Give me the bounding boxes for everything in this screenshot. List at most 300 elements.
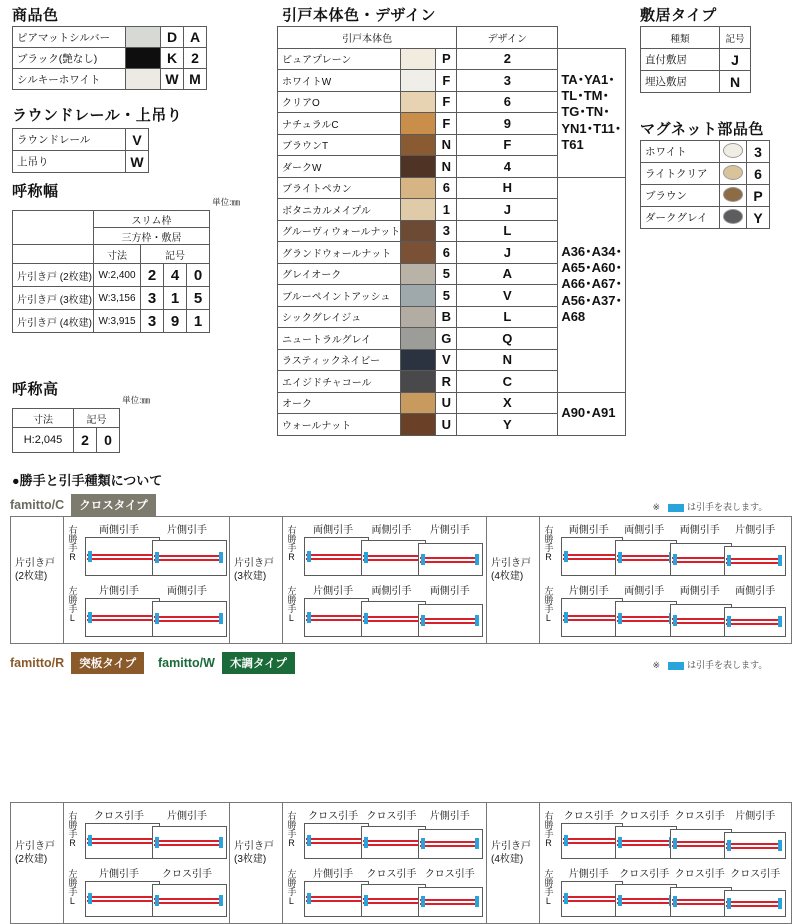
handle-marker-icon	[307, 551, 311, 562]
color-swatch	[401, 371, 436, 393]
door-rail-line	[363, 555, 422, 557]
door-rail-line	[672, 899, 728, 901]
door-panel	[561, 881, 623, 917]
door-rail-line	[363, 840, 422, 842]
code-cell: M	[184, 69, 207, 90]
door-type-label: 片引き戸 (3枚建)	[234, 558, 274, 582]
door-rail-line	[563, 554, 619, 556]
door-group	[486, 517, 791, 643]
code-cell: N	[457, 349, 558, 371]
door-group	[229, 803, 487, 923]
door-rail-line	[306, 900, 365, 902]
table-row	[13, 151, 149, 173]
door-panel	[304, 823, 369, 859]
handle-marker-icon	[673, 896, 677, 907]
body-color-label: ダークW	[278, 156, 401, 178]
code-cell: Y	[457, 414, 558, 436]
code-cell: 2	[184, 48, 207, 69]
handle-marker-icon	[307, 893, 311, 904]
door-panel	[724, 890, 786, 917]
code-cell: 1	[164, 287, 187, 310]
code-cell: 3	[141, 287, 164, 310]
code-cell: D	[161, 27, 184, 48]
color-swatch	[401, 199, 436, 221]
sill-label: 埋込敷居	[641, 71, 720, 93]
door-rail-line	[563, 900, 619, 902]
col-design: デザイン	[457, 27, 558, 49]
badge-sub-label: 突板タイプ	[71, 652, 144, 674]
code-cell: J	[457, 242, 558, 264]
table-row	[278, 48, 626, 70]
color-swatch	[401, 242, 436, 264]
door-rail-line	[420, 561, 479, 563]
body-color-label: ピュアプレーン	[278, 48, 401, 70]
body-color-title: 引戸本体色・デザイン	[282, 7, 436, 24]
product-color-label: ブラック(艶なし)	[13, 48, 126, 69]
table-row	[641, 163, 770, 185]
badge-main-label: famitto/W	[158, 656, 215, 670]
door-panel	[561, 823, 623, 859]
badge-main-label: famitto/R	[10, 656, 65, 670]
door-rail-line	[87, 554, 156, 556]
handle-type-label: クロス引手	[308, 811, 359, 822]
width-type: 片引き戸 (4枚建)	[13, 310, 94, 333]
door-panel	[561, 598, 623, 637]
code-cell: Y	[747, 207, 770, 229]
code-cell: 3	[141, 310, 164, 333]
door-panel	[724, 546, 786, 576]
handle-type-label: 片側引手	[313, 869, 354, 880]
door-rail-line	[672, 557, 728, 559]
handle-type-label: 片側引手	[735, 525, 776, 536]
hand-label: 左勝手L	[286, 586, 297, 623]
handle-marker-icon	[778, 616, 782, 627]
handle-marker-icon	[155, 837, 159, 848]
code-cell: B	[436, 306, 457, 328]
table-row	[278, 177, 626, 199]
color-swatch	[401, 328, 436, 350]
code-cell: 5	[436, 263, 457, 285]
badge-famitto-r	[10, 652, 144, 674]
code-cell: K	[161, 48, 184, 69]
door-rail-line	[672, 561, 728, 563]
magnet-swatch	[720, 185, 747, 207]
door-rail-line	[420, 845, 479, 847]
handle-marker-icon	[778, 555, 782, 566]
handle-type-label: 両側引手	[624, 586, 665, 597]
door-rail-line	[420, 899, 479, 901]
body-color-label: ラスティックネイビー	[278, 349, 401, 371]
divider	[282, 803, 283, 923]
handle-type-label: クロス引手	[674, 869, 725, 880]
hand-label: 右勝手R	[67, 811, 78, 848]
door-panel	[304, 537, 369, 576]
diagram-block-famitto-rw	[10, 802, 792, 924]
height-unit: 単位:㎜	[122, 395, 150, 405]
code-cell: 0	[97, 428, 120, 453]
door-rail-line	[617, 559, 673, 561]
body-color-label: グランドウォールナット	[278, 242, 401, 264]
handle-type-label: 片側引手	[167, 811, 207, 822]
handle-marker-icon	[673, 838, 677, 849]
door-rail-line	[672, 845, 728, 847]
table-row	[641, 141, 770, 163]
table-row	[278, 27, 626, 49]
door-panel	[152, 884, 227, 917]
code-cell: U	[436, 414, 457, 436]
door-type-label: 片引き戸 (4枚建)	[491, 558, 531, 582]
door-panel	[304, 598, 369, 637]
door-rail-line	[617, 840, 673, 842]
handle-type-label: 片側引手	[429, 525, 470, 536]
door-panel	[615, 826, 677, 859]
code-cell: 2	[141, 264, 164, 287]
color-swatch	[126, 69, 161, 90]
code-cell: 1	[187, 310, 210, 333]
handle-type-label: 両側引手	[371, 525, 412, 536]
code-cell: H	[457, 177, 558, 199]
door-rail-line	[672, 841, 728, 843]
code-cell: N	[436, 156, 457, 178]
handle-type-label: 両側引手	[568, 525, 609, 536]
handle-marker-icon	[219, 837, 223, 848]
door-panel	[615, 540, 677, 576]
handle-marker-icon	[618, 895, 622, 906]
body-color-label: ニュートラルグレイ	[278, 328, 401, 350]
body-color-label: ホワイトW	[278, 70, 401, 92]
code-cell: 1	[436, 199, 457, 221]
door-panel	[670, 829, 732, 859]
code-cell: R	[436, 371, 457, 393]
door-rail-line	[563, 615, 619, 617]
rail-label: ラウンドレール	[13, 129, 126, 151]
handle-type-label: 両側引手	[679, 586, 720, 597]
door-rail-line	[726, 619, 782, 621]
handle-marker-icon	[564, 835, 568, 846]
door-rail-line	[420, 841, 479, 843]
handle-marker-icon	[673, 554, 677, 565]
table-row	[641, 49, 751, 71]
body-color-label: ウォールナット	[278, 414, 401, 436]
width-dim: W:2,400	[94, 264, 141, 287]
code-cell: V	[436, 349, 457, 371]
col-code: 記号	[720, 27, 751, 49]
handle-marker-icon	[219, 895, 223, 906]
product-color-table	[12, 26, 207, 90]
color-swatch	[401, 48, 436, 70]
height-title: 呼称高	[12, 381, 59, 398]
handle-type-label: 両側引手	[679, 525, 720, 536]
door-rail-line	[563, 842, 619, 844]
color-swatch	[401, 392, 436, 414]
height-table	[12, 408, 120, 453]
handle-marker-icon	[364, 613, 368, 624]
door-type-label: 片引き戸 (2枚建)	[15, 558, 55, 582]
door-panel	[361, 540, 426, 576]
body-color-label: エイジドチャコール	[278, 371, 401, 393]
code-cell: 9	[457, 113, 558, 135]
sill-title: 敷居タイプ	[640, 7, 717, 24]
code-cell: 6	[436, 242, 457, 264]
body-color-label: ブライトペカン	[278, 177, 401, 199]
color-swatch	[401, 156, 436, 178]
handle-marker-icon	[364, 552, 368, 563]
code-cell: W	[126, 151, 149, 173]
code-cell: F	[436, 70, 457, 92]
product-color-label: シルキーホワイト	[13, 69, 126, 90]
hand-label: 左勝手L	[543, 586, 554, 623]
table-row	[641, 27, 751, 49]
code-cell: 4	[164, 264, 187, 287]
col-dim: 寸法	[13, 409, 74, 428]
hand-label: 右勝手R	[543, 811, 554, 848]
door-rail-line	[306, 838, 365, 840]
handle-marker-icon	[618, 613, 622, 624]
door-rail-line	[563, 558, 619, 560]
handle-marker-icon	[307, 835, 311, 846]
handle-type-label: 片側引手	[568, 586, 609, 597]
door-rail-line	[87, 838, 156, 840]
code-cell: 3	[747, 141, 770, 163]
color-swatch	[401, 220, 436, 242]
door-rail-line	[563, 838, 619, 840]
handle-type-label: 両側引手	[167, 586, 207, 597]
handle-type-label: 片側引手	[167, 525, 207, 536]
sill-table	[640, 26, 751, 93]
code-cell: G	[436, 328, 457, 350]
table-row	[278, 392, 626, 414]
door-type-label: 片引き戸 (2枚建)	[15, 841, 55, 865]
door-panel	[418, 604, 483, 637]
table-row	[13, 287, 210, 310]
code-cell: P	[436, 48, 457, 70]
color-swatch	[126, 48, 161, 69]
door-panel	[615, 601, 677, 637]
handle-marker-icon	[421, 554, 425, 565]
handle-marker-icon	[727, 898, 731, 909]
bullet-icon: ●	[12, 474, 20, 488]
magnet-label: ライトクリア	[641, 163, 720, 185]
col-body-color: 引戸本体色	[278, 27, 457, 49]
code-cell: C	[457, 371, 558, 393]
code-cell: 6	[747, 163, 770, 185]
hand-label: 左勝手L	[67, 586, 78, 623]
door-panel	[615, 884, 677, 917]
badge-sub-label: 木調タイプ	[222, 652, 295, 674]
door-rail-line	[87, 900, 156, 902]
hand-label: 左勝手L	[543, 869, 554, 906]
code-cell: 5	[436, 285, 457, 307]
color-swatch	[401, 263, 436, 285]
col-type: 種類	[641, 27, 720, 49]
handle-marker-icon	[307, 612, 311, 623]
width-unit: 単位:㎜	[212, 197, 240, 207]
table-row	[13, 428, 120, 453]
door-panel	[152, 601, 227, 637]
hand-label: 右勝手R	[286, 525, 297, 562]
body-color-label: ブルーペイントアッシュ	[278, 285, 401, 307]
body-color-label: クリアO	[278, 91, 401, 113]
code-cell: Q	[457, 328, 558, 350]
handle-type-label: クロス引手	[619, 869, 670, 880]
handle-marker-icon	[88, 835, 92, 846]
color-swatch	[401, 91, 436, 113]
door-rail-line	[672, 903, 728, 905]
door-panel	[418, 887, 483, 917]
body-color-table	[277, 26, 626, 436]
rail-label: 上吊り	[13, 151, 126, 173]
handle-marker-icon	[564, 551, 568, 562]
hand-label: 右勝手R	[286, 811, 297, 848]
door-rail-line	[420, 903, 479, 905]
handle-type-label: クロス引手	[619, 811, 670, 822]
table-row	[13, 129, 149, 151]
handle-type-label: 片側引手	[568, 869, 609, 880]
door-group	[229, 517, 487, 643]
body-color-label: グルーヴィウォールナット	[278, 220, 401, 242]
door-rail-line	[87, 896, 156, 898]
width-dim: W:3,156	[94, 287, 141, 310]
code-cell: 5	[187, 287, 210, 310]
hand-label: 左勝手L	[67, 869, 78, 906]
handle-marker-icon	[88, 551, 92, 562]
door-group	[486, 803, 791, 923]
door-rail-line	[87, 619, 156, 621]
width-header-group: スリム枠	[94, 211, 210, 228]
handle-marker-icon	[727, 840, 731, 851]
body-color-label: シックグレイジュ	[278, 306, 401, 328]
door-rail-line	[306, 558, 365, 560]
door-rail-line	[726, 905, 782, 907]
handle-type-label: 両側引手	[735, 586, 776, 597]
door-panel	[85, 537, 160, 576]
body-color-label: ボタニカルメイプル	[278, 199, 401, 221]
door-type-label: 片引き戸 (3枚建)	[234, 841, 274, 865]
badge-main-label: famitto/C	[10, 498, 65, 512]
col-dim: 寸法	[94, 245, 141, 264]
hand-label: 左勝手L	[286, 869, 297, 906]
magnet-label: ホワイト	[641, 141, 720, 163]
door-rail-line	[363, 844, 422, 846]
door-panel	[85, 881, 160, 917]
code-cell: F	[436, 113, 457, 135]
code-cell: W	[161, 69, 184, 90]
door-rail-line	[363, 616, 422, 618]
door-panel	[670, 543, 732, 576]
door-panel	[85, 598, 160, 637]
door-rail-line	[154, 616, 223, 618]
handle-marker-icon	[155, 613, 159, 624]
legend-text: ※ は引手を表します。	[652, 660, 768, 670]
door-rail-line	[306, 619, 365, 621]
door-panel	[361, 826, 426, 859]
table-row	[641, 71, 751, 93]
door-rail-line	[672, 618, 728, 620]
handle-type-label: 片側引手	[313, 586, 354, 597]
door-rail-line	[563, 896, 619, 898]
legend-note-2	[652, 658, 768, 671]
handle-type-label: クロス引手	[424, 869, 475, 880]
door-rail-line	[306, 554, 365, 556]
table-row	[641, 207, 770, 229]
table-row	[13, 211, 210, 228]
code-cell: J	[457, 199, 558, 221]
magnet-swatch	[720, 207, 747, 229]
door-panel	[418, 543, 483, 576]
handle-marker-icon	[88, 612, 92, 623]
rail-table	[12, 128, 149, 173]
magnet-swatch	[720, 163, 747, 185]
divider	[539, 803, 540, 923]
door-rail-line	[363, 559, 422, 561]
door-rail-line	[363, 620, 422, 622]
handle-type-label: クロス引手	[94, 811, 144, 822]
code-cell: V	[126, 129, 149, 151]
door-rail-line	[154, 555, 223, 557]
handle-marker-icon	[475, 838, 479, 849]
code-cell: 6	[436, 177, 457, 199]
code-cell: F	[457, 134, 558, 156]
door-rail-line	[154, 620, 223, 622]
door-panel	[361, 601, 426, 637]
hand-label: 右勝手R	[67, 525, 78, 562]
handle-type-label: 両側引手	[313, 525, 354, 536]
design-group: A36･A34･ A65･A60･ A66･A67･ A56･A37･ A68	[558, 177, 626, 392]
code-cell: 2	[457, 48, 558, 70]
width-table	[12, 210, 210, 333]
divider	[539, 517, 540, 643]
handle-type-label: クロス引手	[366, 811, 417, 822]
door-rail-line	[672, 622, 728, 624]
door-rail-line	[617, 844, 673, 846]
badge-famitto-w	[158, 652, 295, 674]
body-color-label: オーク	[278, 392, 401, 414]
divider	[63, 803, 64, 923]
handle-type-label: 片側引手	[99, 869, 139, 880]
legend-note-1	[652, 500, 768, 513]
door-rail-line	[563, 619, 619, 621]
door-rail-line	[154, 898, 223, 900]
height-dim: H:2,045	[13, 428, 74, 453]
table-row	[13, 245, 210, 264]
handle-type-label: 両側引手	[371, 586, 412, 597]
handle-marker-icon	[727, 555, 731, 566]
handle-type-label: 片側引手	[99, 586, 139, 597]
door-rail-line	[617, 616, 673, 618]
handle-type-label: クロス引手	[366, 869, 417, 880]
code-cell: 6	[457, 91, 558, 113]
body-color-label: グレイオーク	[278, 263, 401, 285]
door-rail-line	[154, 559, 223, 561]
handle-marker-icon	[219, 613, 223, 624]
table-row	[641, 185, 770, 207]
door-rail-line	[617, 555, 673, 557]
door-rail-line	[306, 615, 365, 617]
handle-marker-icon	[88, 893, 92, 904]
door-panel	[724, 832, 786, 859]
legend-text: ※ は引手を表します。	[652, 502, 768, 512]
handle-type-label: 両側引手	[624, 525, 665, 536]
design-group: TA･YA1･ TL･TM･ TG･TN･ YN1･T11･ T61	[558, 48, 626, 177]
door-rail-line	[420, 622, 479, 624]
handle-type-label: クロス引手	[563, 811, 614, 822]
door-panel	[561, 537, 623, 576]
handle-type-label: 両側引手	[99, 525, 139, 536]
body-color-label: ナチュラルC	[278, 113, 401, 135]
door-panel	[670, 887, 732, 917]
door-rail-line	[154, 902, 223, 904]
handle-marker-icon	[778, 898, 782, 909]
